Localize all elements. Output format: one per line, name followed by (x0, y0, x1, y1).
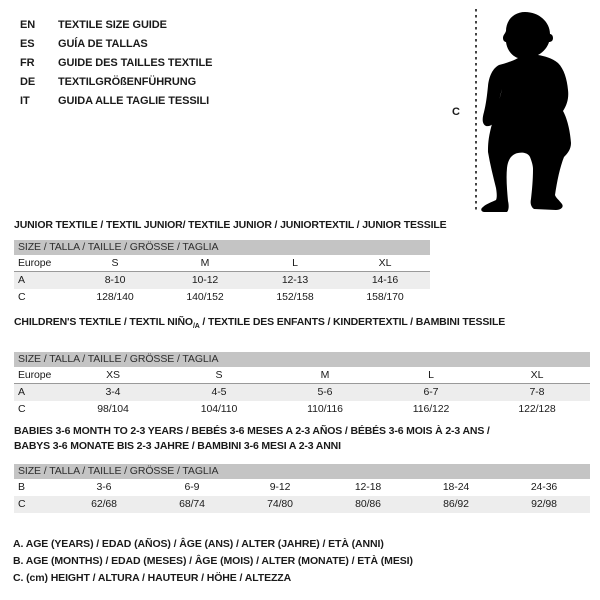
junior-size-table (14, 240, 430, 306)
value-cell: 62/68 (91, 498, 117, 510)
size-cell: S (215, 369, 223, 382)
value-cell: 6-9 (184, 481, 200, 493)
baby-figure (468, 6, 580, 214)
baby-silhouette-image (468, 6, 580, 214)
row-label: C (18, 291, 26, 303)
height-measure-label: C (452, 106, 460, 118)
size-cell: M (320, 369, 330, 382)
section-childrens-textile (14, 316, 590, 418)
row-label: Europe (18, 369, 52, 382)
table-row (14, 479, 590, 496)
value-cell: 110/116 (307, 403, 343, 416)
babies-size-table (14, 464, 590, 513)
value-cell: 158/170 (366, 291, 404, 303)
value-cell: 116/122 (412, 403, 450, 416)
value-cell: 4-5 (211, 386, 227, 399)
value-cell: 7-8 (529, 386, 545, 399)
table-row (14, 401, 590, 418)
size-header-band: SIZE / TALLA / TAILLE / GRÖSSE / TAGLIA (14, 240, 430, 255)
language-label: TEXTILGRÖßENFÜHRUNG (58, 75, 197, 88)
value-cell: 24-36 (530, 481, 558, 493)
language-row-it (20, 91, 212, 110)
table-row (14, 289, 430, 306)
size-cell: XL (530, 369, 544, 382)
row-label: Europe (18, 257, 52, 269)
language-label: TEXTILE SIZE GUIDE (58, 18, 167, 31)
value-cell: 128/140 (96, 291, 134, 303)
language-code: EN (20, 18, 36, 31)
table-row (14, 367, 590, 384)
baby-silhouette-path (481, 12, 571, 212)
value-cell: 18-24 (442, 481, 470, 493)
size-cell: XL (378, 257, 392, 269)
value-cell: 104/110 (200, 403, 238, 416)
value-cell: 14-16 (371, 274, 399, 286)
legend-line-b: B. AGE (MONTHS) / EDAD (MESES) / ÂGE (MOIS) / ALTER (MONATE) / ETÀ (MESI) (13, 555, 413, 567)
language-label: GUIDA ALLE TAGLIE TESSILI (58, 94, 210, 107)
value-cell: 5-6 (317, 386, 333, 399)
language-row-en (20, 15, 212, 34)
size-cell: M (200, 257, 210, 269)
section-babies-textile (14, 424, 590, 513)
value-cell: 3-6 (96, 481, 112, 493)
childrens-size-table (14, 352, 590, 418)
table-row (14, 255, 430, 272)
value-cell: 3-4 (105, 386, 121, 399)
section-title: BABIES 3-6 MONTH TO 2-3 YEARS / BEBÉS 3-6 MESES A 2-3 AÑOS / BÉBÉS 3-6 MOIS À 2-3 ANS / (14, 425, 490, 437)
value-cell: 98/104 (97, 403, 129, 416)
value-cell: 86/92 (443, 498, 469, 510)
value-cell: 92/98 (531, 498, 557, 510)
value-cell: 140/152 (186, 291, 224, 303)
section-title-subscript: /A (192, 323, 200, 331)
value-cell: 10-12 (191, 274, 219, 286)
language-code: DE (20, 75, 36, 88)
section-title-text: CHILDREN'S TEXTILE / TEXTIL NIÑO (14, 316, 193, 328)
section-title: JUNIOR TEXTILE / TEXTIL JUNIOR/ TEXTILE JUNIOR / JUNIORTEXTIL / JUNIOR TESSILE (14, 219, 447, 231)
value-cell: 12-13 (281, 274, 309, 286)
language-label: GUIDE DES TAILLES TEXTILE (58, 56, 213, 69)
value-cell: 8-10 (104, 274, 126, 286)
section-title (14, 316, 590, 333)
size-cell: L (292, 257, 298, 269)
size-cell: XS (106, 369, 120, 382)
table-row (14, 384, 590, 401)
size-header-band: SIZE / TALLA / TAILLE / GRÖSSE / TAGLIA (14, 464, 590, 479)
language-label: GUÍA DE TALLAS (58, 37, 148, 50)
value-cell: 6-7 (423, 386, 439, 399)
size-header-band: SIZE / TALLA / TAILLE / GRÖSSE / TAGLIA (14, 352, 590, 367)
table-row (14, 496, 590, 513)
value-cell: 9-12 (269, 481, 291, 493)
measure-legend (13, 536, 413, 587)
value-cell: 68/74 (179, 498, 205, 510)
row-label: C (18, 498, 26, 510)
language-row-fr (20, 53, 212, 72)
legend-line-a: A. AGE (YEARS) / EDAD (AÑOS) / ÂGE (ANS) / ALTER (JAHRE) / ETÀ (ANNI) (13, 538, 384, 550)
table-row (14, 272, 430, 289)
size-cell: L (428, 369, 434, 382)
row-label: A (18, 386, 25, 399)
row-label: C (18, 403, 26, 416)
language-row-de (20, 72, 212, 91)
language-code: IT (20, 94, 30, 107)
value-cell: 152/158 (276, 291, 314, 303)
size-cell: S (111, 257, 119, 269)
language-row-es (20, 34, 212, 53)
language-list (20, 15, 212, 110)
value-cell: 80/86 (355, 498, 381, 510)
language-code: ES (20, 37, 35, 50)
section-junior-textile (14, 219, 447, 306)
language-code: FR (20, 56, 35, 69)
value-cell: 12-18 (354, 481, 382, 493)
legend-line-c: C. (cm) HEIGHT / ALTURA / HAUTEUR / HÖHE / ALTEZZA (13, 572, 292, 584)
row-label: B (18, 481, 25, 493)
row-label: A (18, 274, 25, 286)
section-title-text: / TEXTILE DES ENFANTS / KINDERTEXTIL / BAMBINI TESSILE (199, 316, 506, 328)
value-cell: 122/128 (518, 403, 556, 416)
value-cell: 74/80 (267, 498, 293, 510)
section-title-line2: BABYS 3-6 MONATE BIS 2-3 JAHRE / BAMBINI 3-6 MESI A 2-3 ANNI (14, 440, 341, 452)
